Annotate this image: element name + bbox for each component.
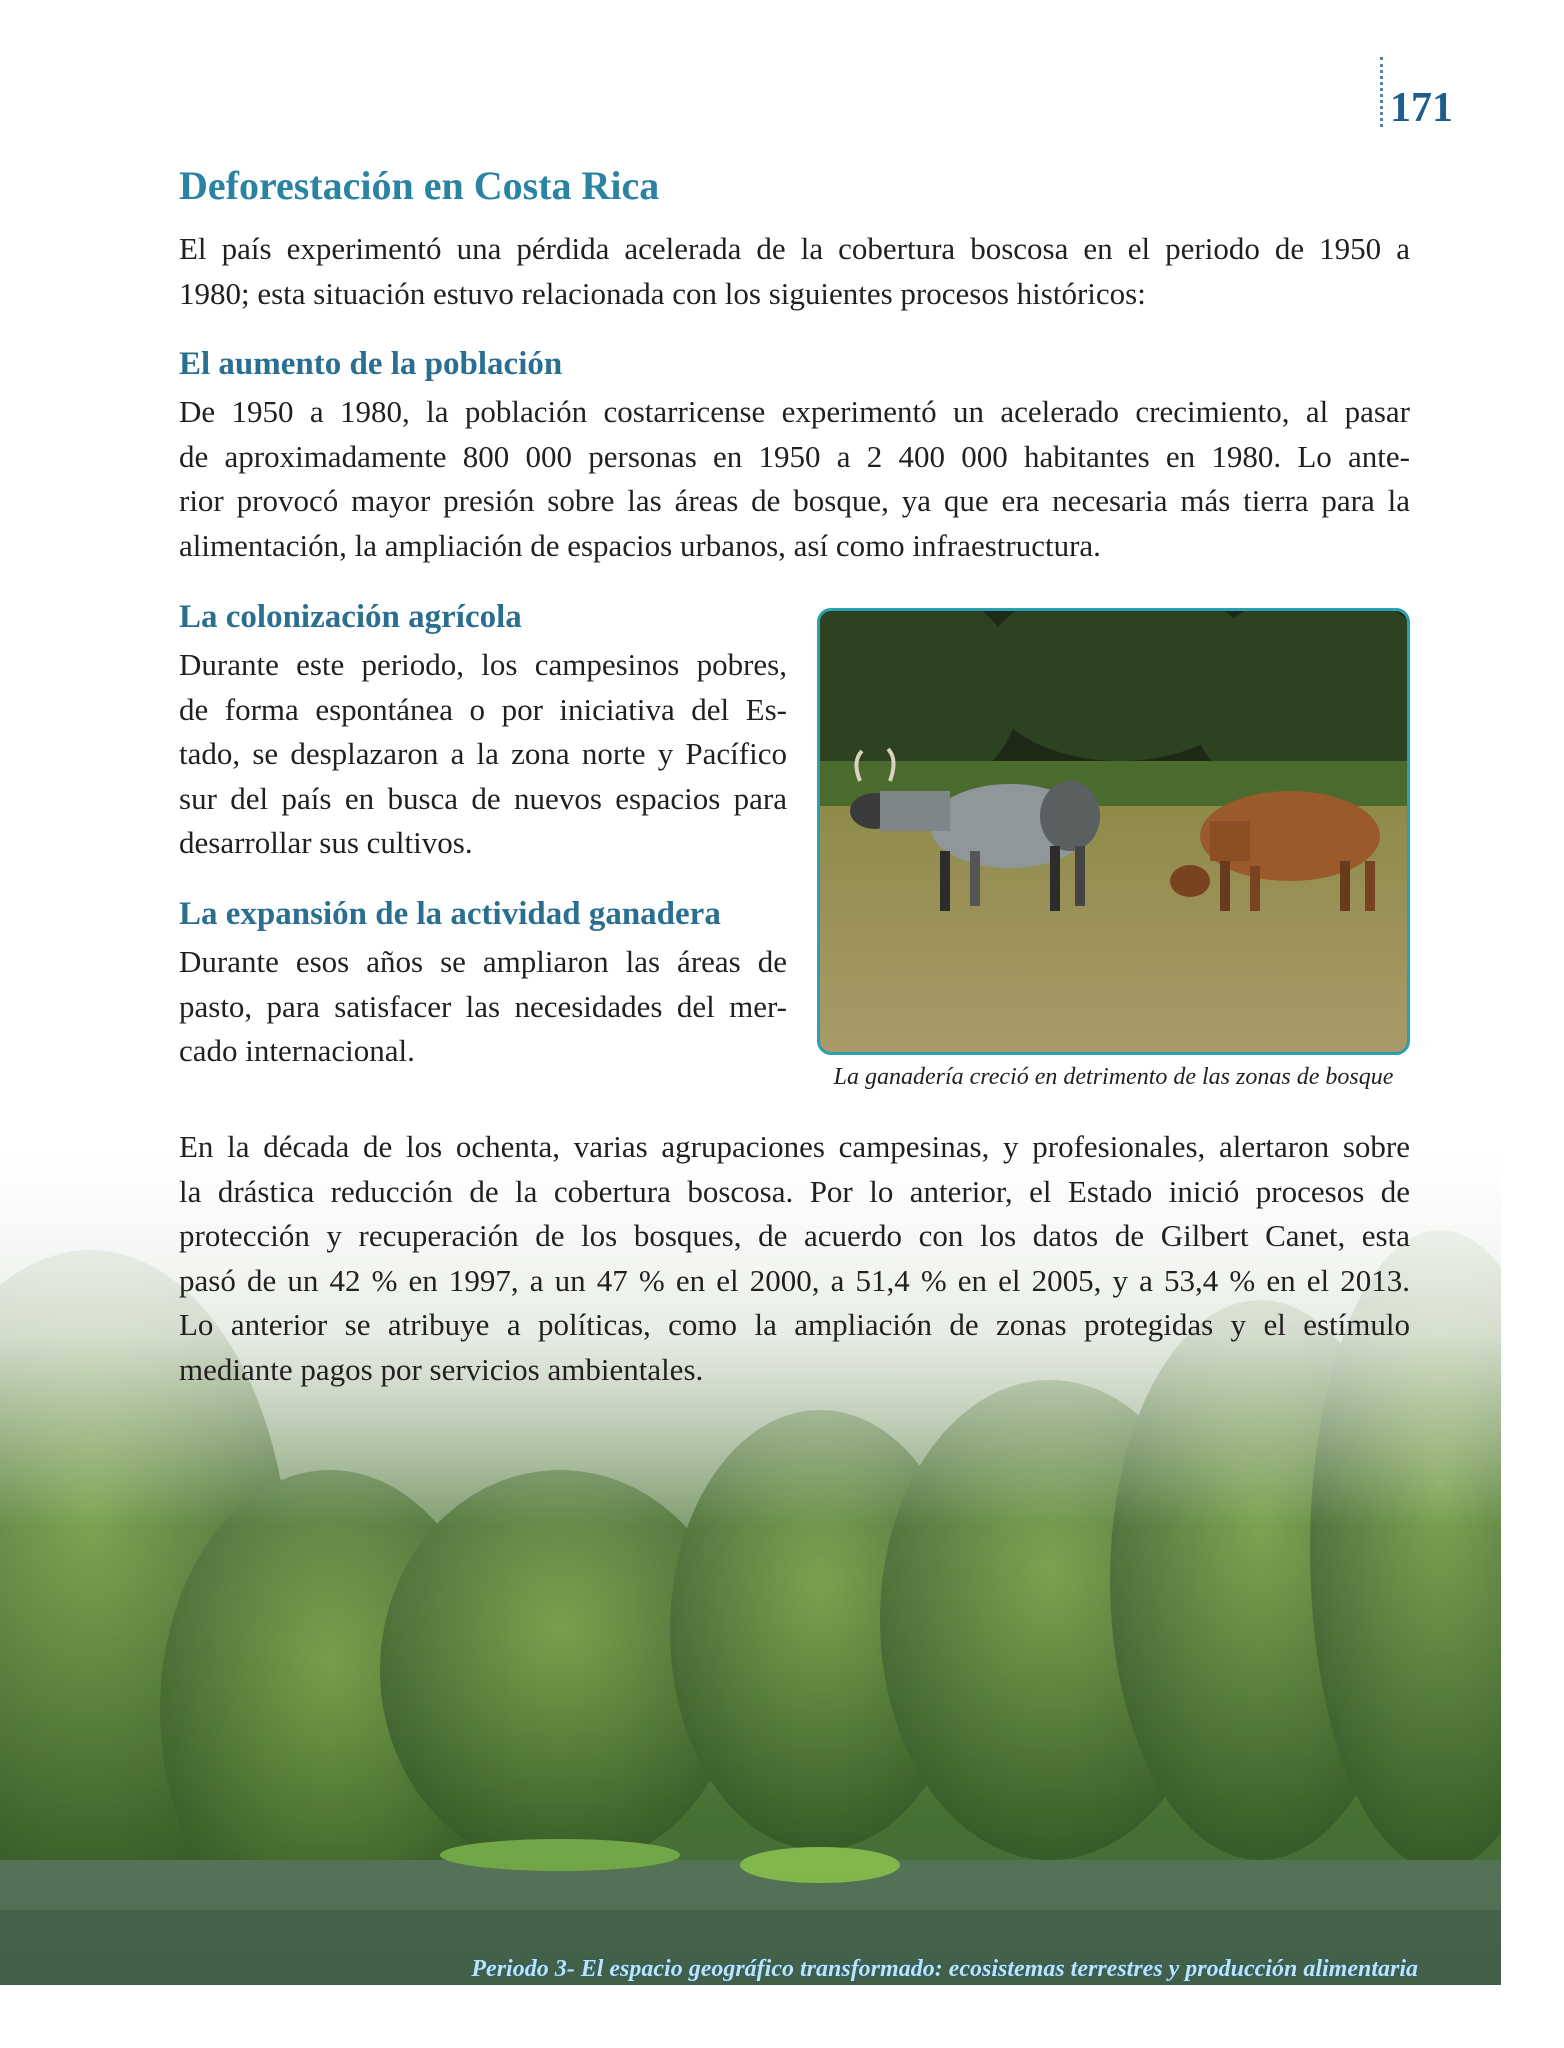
- text-line: de aproximadamente 800 000 personas en 1950 a 2 400 000 habitantes en 1980. Lo ante-: [179, 438, 1410, 474]
- text-line: Lo anterior se atribuye a políticas, como la ampliación de zonas protegidas y el estímulo: [179, 1307, 1410, 1342]
- photo-caption: La ganadería creció en detrimento de las zonas de bosque: [833, 1064, 1394, 1090]
- page-number-divider: [1380, 57, 1383, 127]
- text-line: rior provocó mayor presión sobre las áreas de bosque, ya que era necesaria más tierra para la: [179, 483, 1410, 518]
- section-heading-colonization: La colonización agrícola: [179, 599, 522, 635]
- text-line: tado, se desplazaron a la zona norte y Pacífico: [179, 736, 787, 771]
- text-line: pasó de un 42 % en 1997, a un 47 % en el 2000, a 51,4 % en el 2005, y a 53,4 % en el 2013.: [179, 1262, 1410, 1298]
- page-title: Deforestación en Costa Rica: [179, 163, 660, 208]
- text-line: pasto, para satisfacer las necesidades del mer-: [179, 988, 787, 1024]
- section-heading-livestock: La expansión de la actividad ganadera: [179, 896, 721, 932]
- footer-period-title: Periodo 3- El espacio geográfico transformado: ecosistemas terrestres y producción alimentaria: [471, 1956, 1418, 1982]
- text-line: desarrollar sus cultivos.: [179, 825, 473, 860]
- section-paragraph-population: [179, 390, 1410, 568]
- text-line: sur del país en busca de nuevos espacios para: [179, 780, 787, 816]
- section-paragraph-livestock: [179, 940, 787, 1074]
- text-line: alimentación, la ampliación de espacios urbanos, así como infraestructura.: [179, 527, 1101, 563]
- section-heading-population: El aumento de la población: [179, 346, 563, 382]
- page-number: 171: [1390, 85, 1453, 131]
- text-line: de forma espontánea o por iniciativa del Es-: [179, 691, 787, 727]
- text-line: mediante pagos por servicios ambientales.: [179, 1351, 704, 1387]
- text-line: la drástica reducción de la cobertura boscosa. Por lo anterior, el Estado inició procesos de: [179, 1173, 1410, 1209]
- text-line: Durante este periodo, los campesinos pobres,: [179, 647, 787, 682]
- section-paragraph-colonization: [179, 643, 787, 866]
- text-line: cado internacional.: [179, 1033, 415, 1068]
- text-line: De 1950 a 1980, la población costarricense experimentó un acelerado crecimiento, al pasar: [179, 394, 1410, 429]
- text-line: En la década de los ochenta, varias agrupaciones campesinas, y profesionales, alertaron sobre: [179, 1129, 1410, 1164]
- intro-paragraph: [179, 227, 1410, 316]
- cattle-grazing-photo: [817, 608, 1410, 1055]
- text-line: protección y recuperación de los bosques, de acuerdo con los datos de Gilbert Canet, esta: [179, 1218, 1410, 1253]
- text-line: Durante esos años se ampliaron las áreas de: [179, 944, 787, 979]
- text-line: El país experimentó una pérdida acelerada de la cobertura boscosa en el periodo de 1950 a: [179, 231, 1410, 266]
- text-line: 1980; esta situación estuvo relacionada con los siguientes procesos históricos:: [179, 275, 1146, 311]
- closing-paragraph: [179, 1125, 1410, 1392]
